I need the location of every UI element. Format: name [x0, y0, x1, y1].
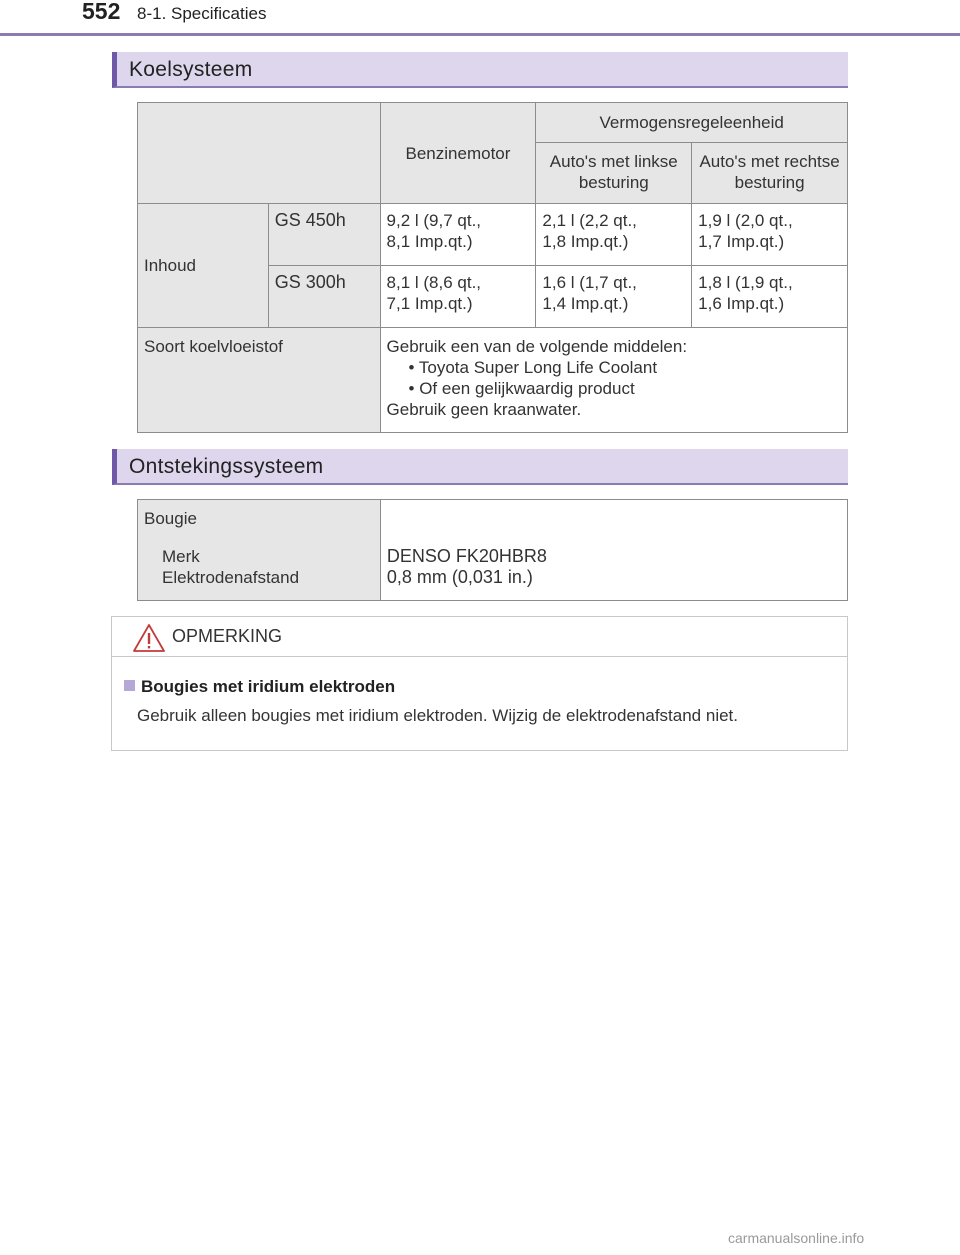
notice-text: Gebruik alleen bougies met iridium elektroden. Wijzig de elektrodenafstand niet. — [137, 706, 738, 725]
row-header-coolant: Soort koelvloeistof — [138, 328, 381, 433]
cell-gs300h-lhd: 1,6 l (1,7 qt., 1,4 Imp.qt.) — [536, 266, 692, 328]
cell-gs300h-rhd: 1,8 l (1,9 qt., 1,6 Imp.qt.) — [692, 266, 848, 328]
notice-title: Bougies met iridium elektroden — [124, 677, 395, 697]
page-header — [0, 0, 960, 36]
section-heading-ignition — [112, 449, 848, 485]
cell-gs450h-rhd: 1,9 l (2,0 qt., 1,7 Imp.qt.) — [692, 204, 848, 266]
cell-gs300h-engine: 8,1 l (8,6 qt., 7,1 Imp.qt.) — [380, 266, 536, 328]
notice-box — [111, 616, 848, 751]
notice-header — [112, 617, 847, 657]
row-header-gs450h: GS 450h — [268, 204, 380, 266]
col-header-pcu: Vermogensregeleenheid — [536, 103, 848, 143]
col-header-lhd: Auto's met linkse besturing — [536, 143, 692, 204]
section-title: Koelsysteem — [129, 58, 253, 81]
cell-gs450h-engine: 9,2 l (9,7 qt., 8,1 Imp.qt.) — [380, 204, 536, 266]
col-header-rhd: Auto's met rechtse besturing — [692, 143, 848, 204]
cell-coolant-type: Gebruik een van de volgende middelen: • Toyota Super Long Life Coolant • Of een gelijkwaardig product Gebruik geen kraanwater. — [380, 328, 847, 433]
col-header-engine: Benzinemotor — [380, 103, 536, 204]
table-corner — [138, 103, 381, 204]
chapter-title: 8-1. Specificaties — [137, 4, 267, 23]
notice-label: OPMERKING — [172, 626, 283, 646]
watermark: carmanualsonline.info — [728, 1230, 865, 1246]
header-rule — [0, 33, 960, 36]
cooling-spec-table — [137, 102, 848, 433]
ignition-spec-table — [137, 499, 848, 601]
warning-triangle-icon — [132, 623, 166, 653]
cell-spark-plug-values: DENSO FK20HBR8 0,8 mm (0,031 in.) — [380, 500, 847, 601]
page-number: 552 — [82, 0, 121, 24]
row-header-spark-plug: Bougie Merk Elektrodenafstand — [138, 500, 381, 601]
section-heading-cooling — [112, 52, 848, 88]
square-bullet-icon — [124, 680, 135, 691]
cell-gs450h-lhd: 2,1 l (2,2 qt., 1,8 Imp.qt.) — [536, 204, 692, 266]
row-header-capacity: Inhoud — [138, 204, 269, 328]
section-title: Ontstekingssysteem — [129, 455, 324, 478]
row-header-gs300h: GS 300h — [268, 266, 380, 328]
